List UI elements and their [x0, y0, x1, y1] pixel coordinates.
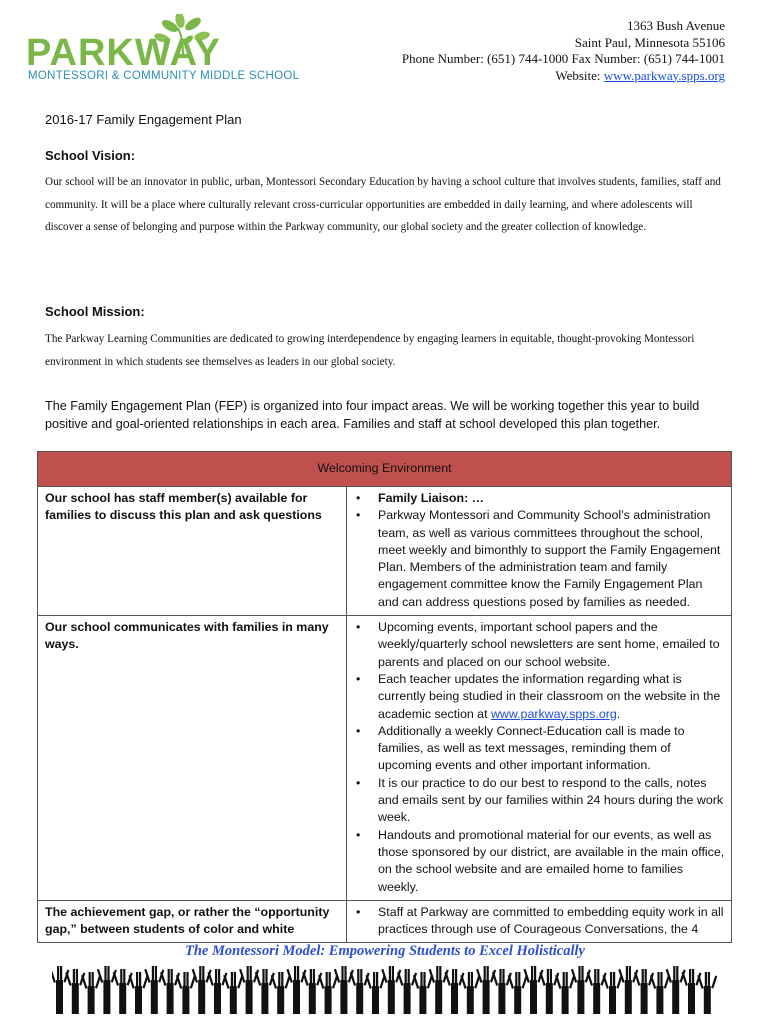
address-street: 1363 Bush Avenue [627, 18, 725, 33]
vision-heading: School Vision: [45, 148, 136, 163]
welcoming-environment-table [37, 451, 732, 943]
row-topic: Our school has staff member(s) available for families to discuss this plan and ask questions [38, 487, 347, 616]
footer-tagline: The Montessori Model: Empowering Students to Excel Holistically [185, 943, 585, 959]
bullet-item: • It is our practice to do our best to respond to the calls, notes and emails sent by our families within 24 hours during the work week. [378, 775, 725, 827]
logo-subtitle: MONTESSORI & COMMUNITY MIDDLE SCHOOL [28, 70, 300, 82]
row-details [347, 616, 732, 901]
address-phones: Phone Number: (651) 744-1000 Fax Number: (651) 744-1001 [401, 51, 725, 66]
bullet-item: • Parkway Montessori and Community School’s administration team, as well as various committees throughout the school, meet weekly and bimonthly to support the Family Engagement Plan. Members of the administration team and family engagement committee know the Family Engagement Plan and can address questions posed by families as needed. [378, 507, 725, 611]
website-link[interactable]: www.parkway.spps.org [603, 67, 725, 83]
bullet-item: • Upcoming events, important school papers and the weekly/quarterly school newsletters are sent home, emailed to parents and placed on our school website. [378, 619, 725, 671]
bullet-item: • Additionally a weekly Connect-Education call is made to families, as well as text messages, reminding them of upcoming events and other important information. [378, 723, 725, 775]
table-row [38, 616, 732, 901]
raised-hands-icon [52, 964, 717, 1014]
table-header: Welcoming Environment [38, 452, 732, 487]
school-logo [26, 14, 300, 84]
bullet-item: • Handouts and promotional material for our events, as well as those sponsored by our district, are available in the main office, on the school website and are emailed home to families weekly. [378, 827, 725, 896]
fep-intro: The Family Engagement Plan (FEP) is organized into four impact areas. We will be working together this year to build positive and goal-oriented relationships in each area. Families and staff at school developed this plan together. [45, 399, 700, 431]
school-address [402, 18, 725, 84]
address-city: Saint Paul, Minnesota 55106 [574, 34, 725, 50]
bullet-item: • Staff at Parkway are committed to embedding equity work in all practices through use of Courageous Conversations, the 4 [378, 904, 725, 939]
academic-website-link[interactable]: www.parkway.spps.org [490, 706, 617, 721]
row-details [347, 900, 732, 943]
mission-heading: School Mission: [45, 304, 145, 319]
row-topic: Our school communicates with families in many ways. [38, 616, 347, 901]
website-label: Website: [555, 67, 604, 83]
bullet-item: • Each teacher updates the information regarding what is currently being studied in their classroom on the website in the academic section at www.parkway.spps.org. [378, 671, 725, 723]
logo-wordmark: PARKWAY [26, 32, 221, 74]
mission-text: The Parkway Learning Communities are dedicated to growing interdependence by engaging learners in equitable, thought-provoking Montessori environment in which students see themselves as leaders in our global society. [45, 333, 695, 368]
table-row [38, 900, 732, 943]
vision-text: Our school will be an innovator in public, urban, Montessori Secondary Education by having a school culture that involves students, families, staff and community. It will be a place where culturally relevant cross-curricular opportunities are embedded in daily learning, and where adolescents will discover a sense of belonging and purpose within the Parkway community, our global society and the greater collection of knowledge. [45, 176, 721, 233]
table-header-row [38, 452, 732, 487]
row-details [347, 487, 732, 616]
plan-title: 2016-17 Family Engagement Plan [45, 112, 242, 127]
bullet-item: • Family Liaison: … [378, 490, 725, 507]
table-row [38, 487, 732, 616]
address-website [402, 68, 725, 85]
row-topic: The achievement gap, or rather the “opportunity gap,” between students of color and white [38, 900, 347, 943]
